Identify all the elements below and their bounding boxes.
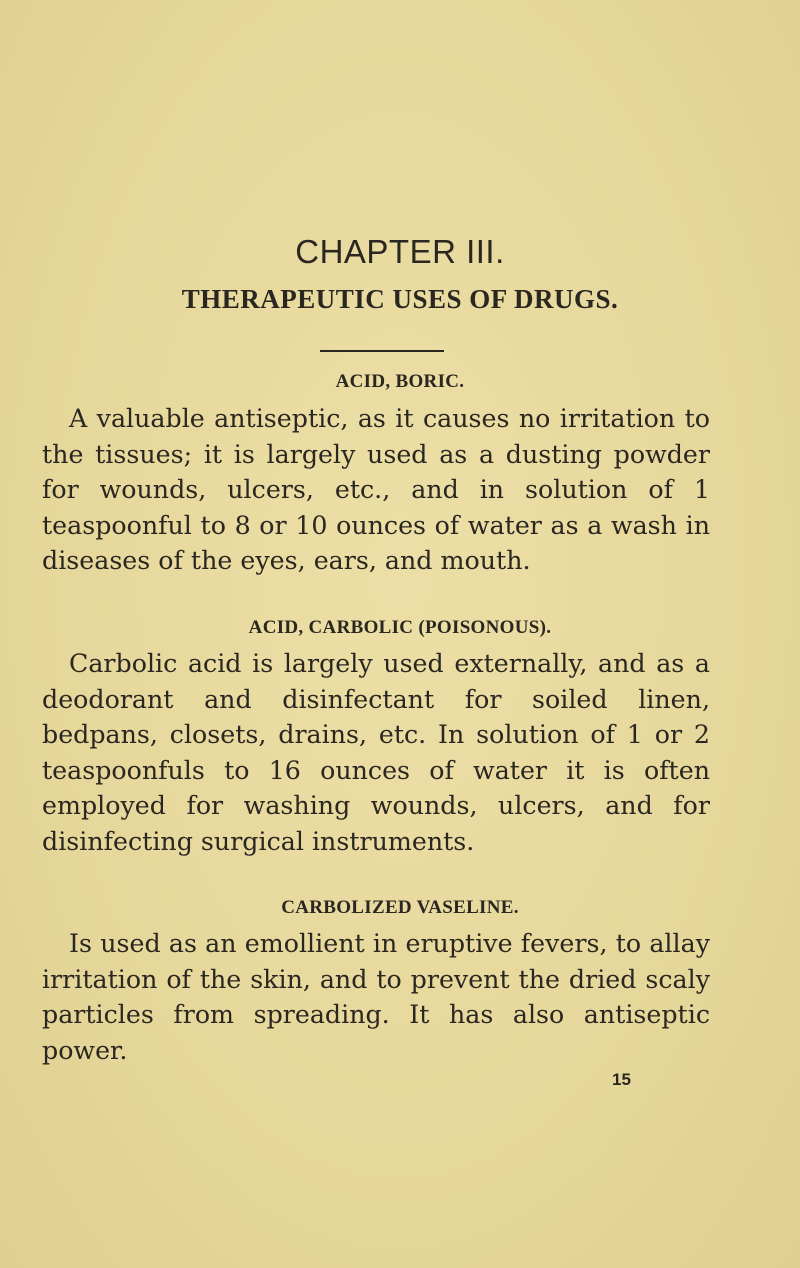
section-heading-carbolic-acid: ACID, CARBOLIC (POISONOUS). [248, 617, 552, 638]
page-number: 15 [612, 1070, 631, 1089]
section-body-carbolized-vaseline: Is used as an emollient in eruptive fevers, to allay irritation of the skin, and to prevent the dried scaly particles from spreading. It has also antiseptic power. [42, 929, 710, 1065]
section-heading-carbolized-vaseline: CARBOLIZED VASELINE. [281, 897, 519, 918]
chapter-title: THERAPEUTIC USES OF DRUGS. [181, 284, 619, 314]
section-body-carbolic-acid: Carbolic acid is largely used externally, and as a deodorant and disinfectant for soiled linen, bedpans, closets, drains, etc. In solution of 1 or 2 teaspoonfuls to 16 ounces of water it is often employed for washing wounds, ulcers, and for disinfecting surgical instruments. [42, 649, 710, 856]
section-body-boric-acid: A valuable antiseptic, as it causes no irritation to the tissues; it is largely used as a dusting powder for wounds, ulcers, etc., and in solution of 1 teaspoonful to 8 or 10 ounces of water as a wash in diseases of the eyes, ears, and mouth. [42, 404, 710, 575]
chapter-number: CHAPTER III. [295, 233, 505, 270]
section-heading-boric-acid: ACID, BORIC. [335, 371, 465, 392]
title-divider [320, 350, 444, 352]
